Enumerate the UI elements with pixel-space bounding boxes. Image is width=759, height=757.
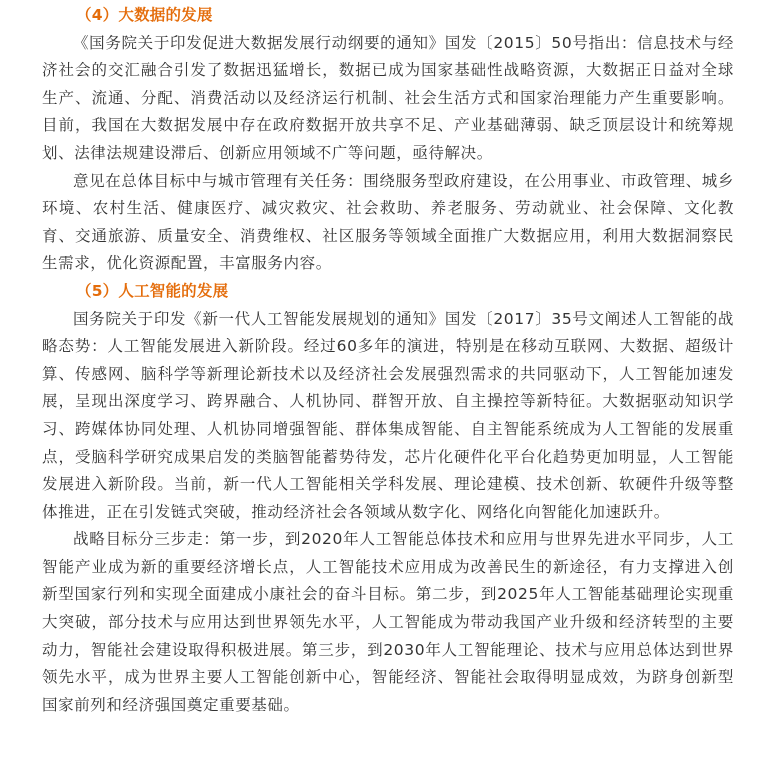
paragraph-big-data-notice: 《国务院关于印发促进大数据发展行动纲要的通知》国发〔2015〕50号指出：信息技术与经济社会的交汇融合引发了数据迅猛增长，数据已成为国家基础性战略资源，大数据正日益对全球生产、流通、分配、消费活动以及经济运行机制、社会生活方式和国家治理能力产生重要影响。目前，我国在大数据发展中存在政府数据开放共享不足、产业基础薄弱、缺乏顶层设计和统筹规划、法律法规建设滞后、创新应用领域不广等问题，亟待解决。	[42, 33, 734, 162]
paragraph-ai-three-steps: 战略目标分三步走：第一步，到2020年人工智能总体技术和应用与世界先进水平同步，人工智能产业成为新的重要经济增长点，人工智能技术应用成为改善民生的新途径，有力支撑进入创新型国家行列和实现全面建成小康社会的奋斗目标。第二步，到2025年人工智能基础理论实现重大突破，部分技术与应用达到世界领先水平，人工智能成为带动我国产业升级和经济转型的主要动力，智能社会建设取得积极进展。第三步，到2030年人工智能理论、技术与应用总体达到世界领先水平，成为世界主要人工智能创新中心，智能经济、智能社会取得明显成效，为跻身创新型国家前列和经济强国奠定重要基础。	[42, 530, 734, 714]
section-heading-ai: （5）人工智能的发展	[76, 281, 229, 300]
section-heading-big-data: （4）大数据的发展	[76, 6, 213, 24]
paragraph-big-data-targets: 意见在总体目标中与城市管理有关任务：围绕服务型政府建设，在公用事业、市政管理、城乡环境、农村生活、健康医疗、减灾救灾、社会救助、养老服务、劳动就业、社会保障、文化教育、交通旅游、质量安全、消费维权、社区服务等领域全面推广大数据应用，利用大数据洞察民生需求，优化资源配置，丰富服务内容。	[42, 171, 734, 273]
paragraph-ai-strategy: 国务院关于印发《新一代人工智能发展规划的通知》国发〔2017〕35号文阐述人工智能的战略态势：人工智能发展进入新阶段。经过60多年的演进，特别是在移动互联网、大数据、超级计算、传感网、脑科学等新理论新技术以及经济社会发展强烈需求的共同驱动下，人工智能加速发展，呈现出深度学习、跨界融合、人机协同、群智开放、自主操控等新特征。大数据驱动知识学习、跨媒体协同处理、人机协同增强智能、群体集成智能、自主智能系统成为人工智能的发展重点，受脑科学研究成果启发的类脑智能蓄势待发，芯片化硬件化平台化趋势更加明显，人工智能发展进入新阶段。当前，新一代人工智能相关学科发展、理论建模、技术创新、软硬件升级等整体推进，正在引发链式突破，推动经济社会各领域从数字化、网络化向智能化加速跃升。	[42, 309, 734, 521]
